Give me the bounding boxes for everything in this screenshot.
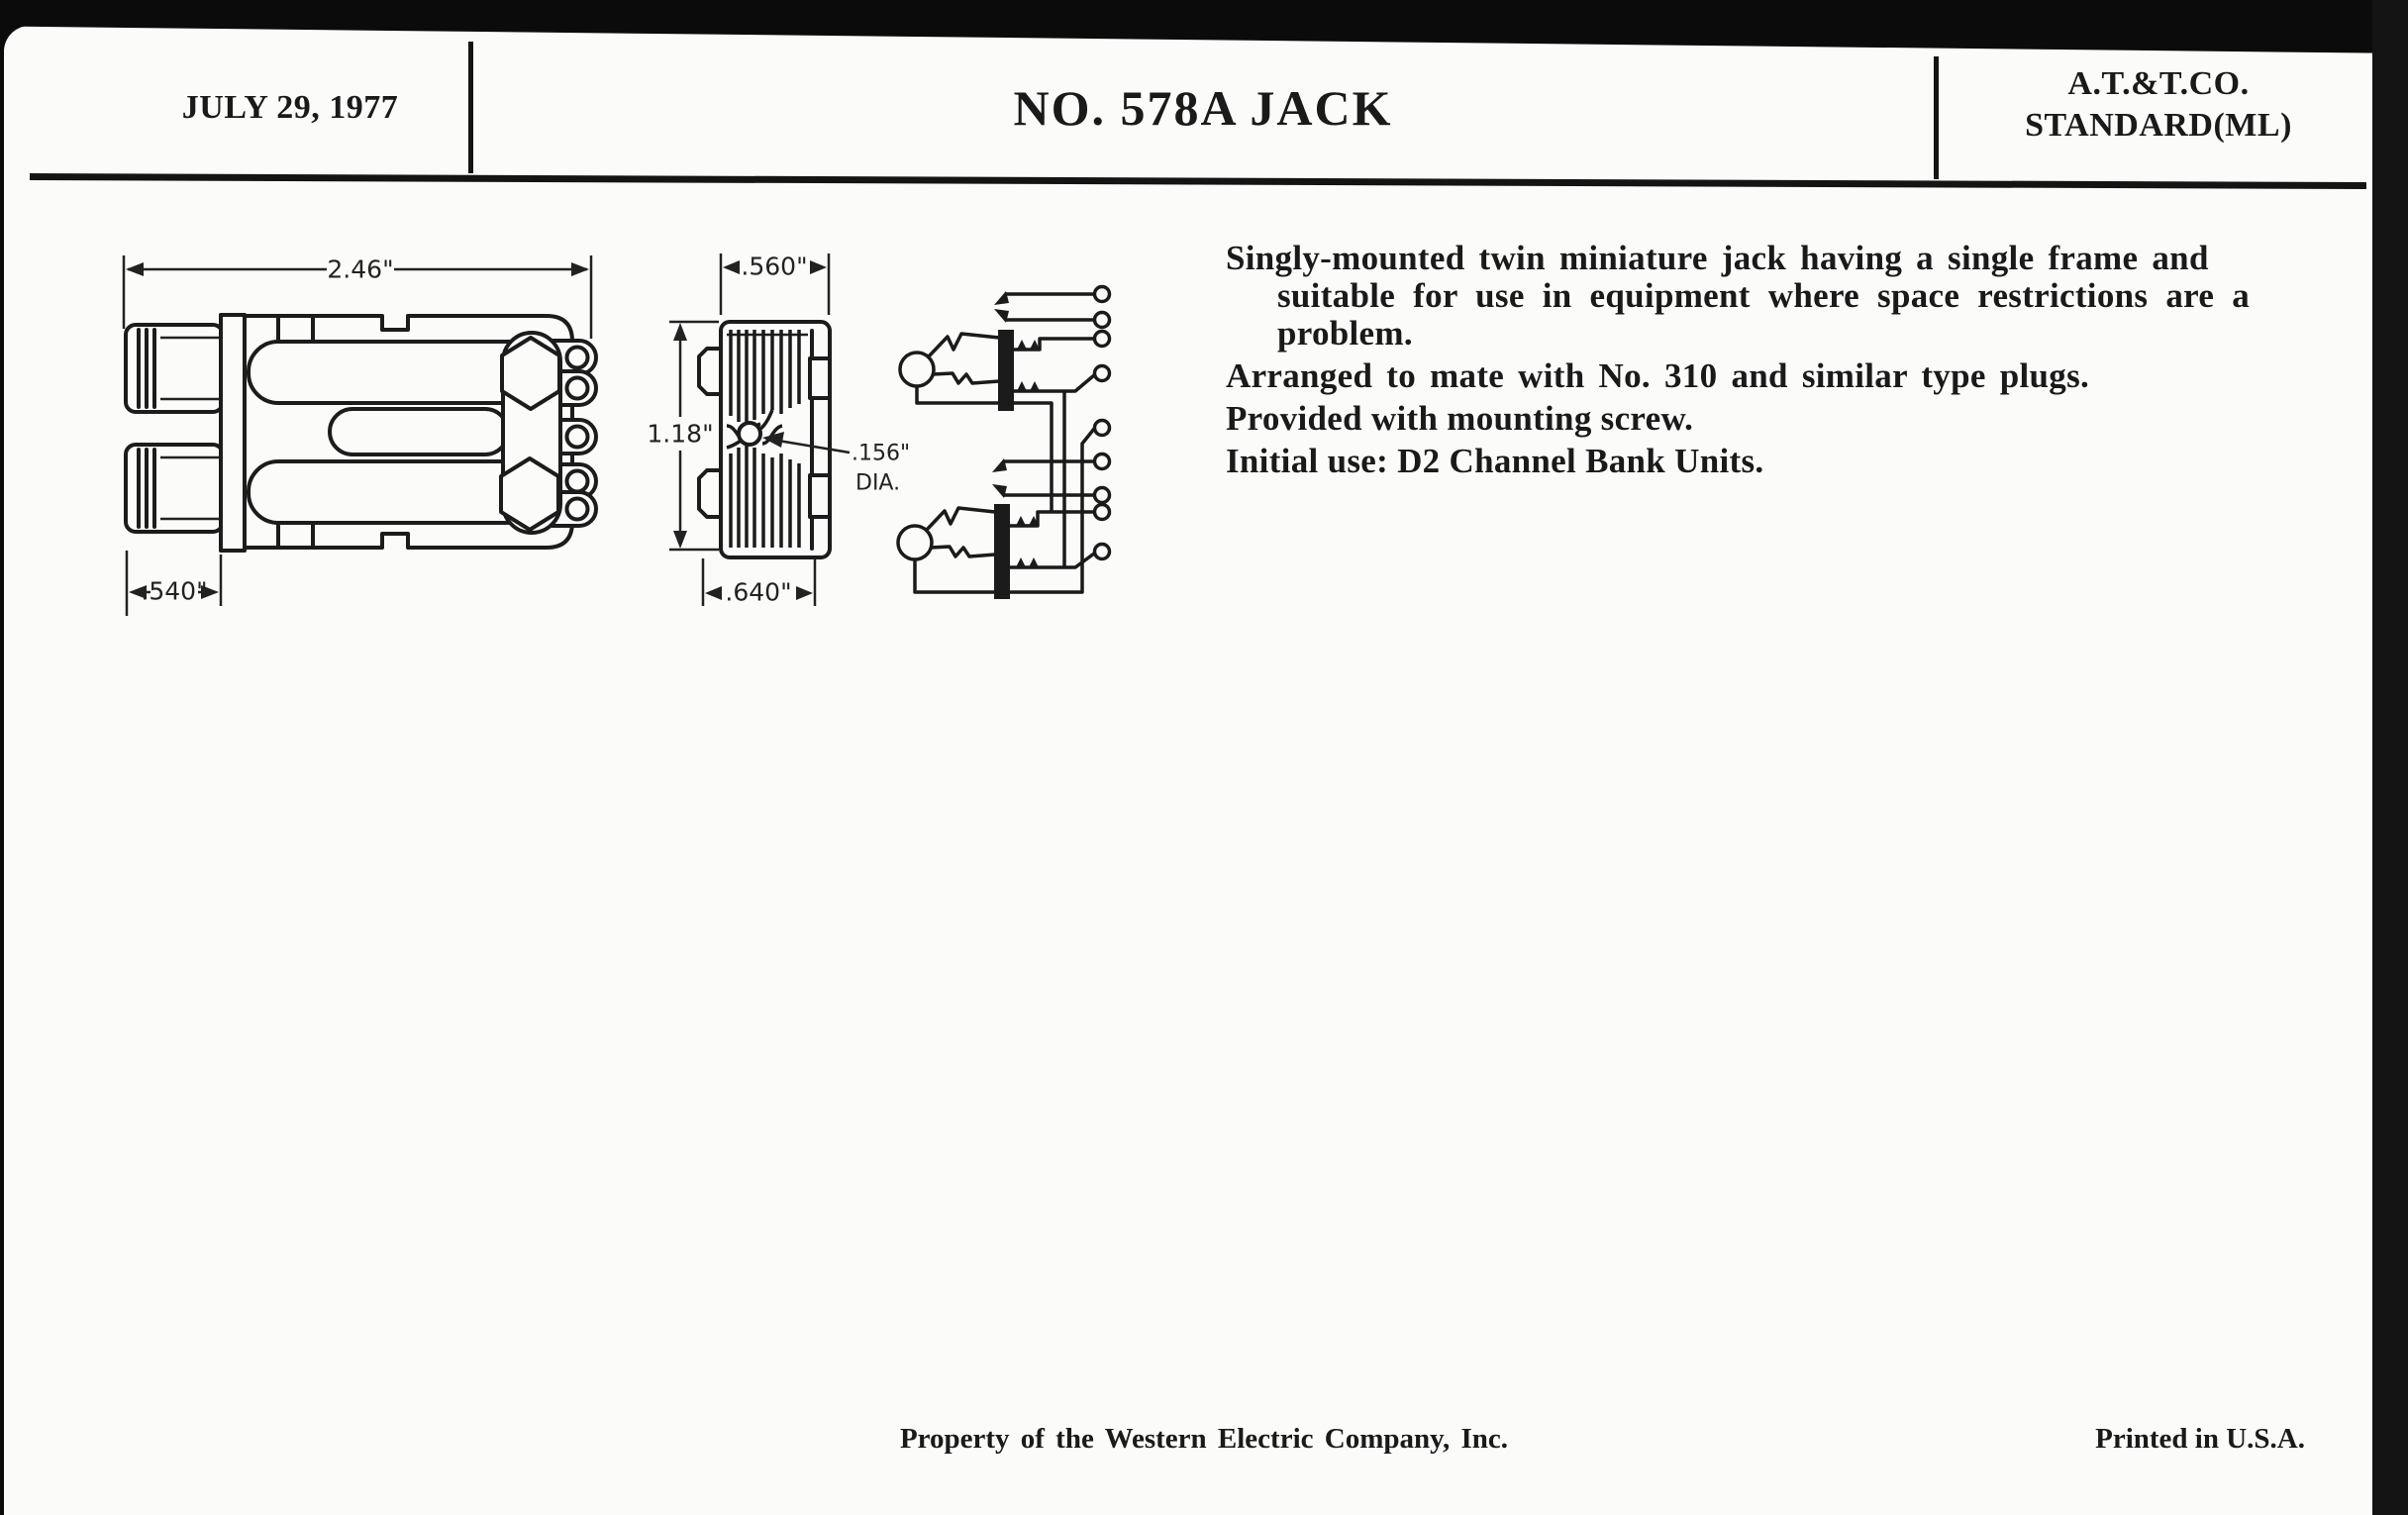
organization-block — [1960, 63, 2357, 147]
scan-artifact-right-bar — [2372, 0, 2408, 1515]
property-notice: Property of the Western Electric Company, Inc. — [899, 1423, 1509, 1455]
dim-hole-label: DIA. — [855, 470, 901, 496]
insulator-bar — [998, 330, 1014, 411]
circuit-schematic — [898, 287, 1110, 600]
dim-height: 1.18" — [647, 419, 714, 449]
dim-hole-size: .156" — [852, 441, 911, 466]
description-line: Singly-mounted twin miniature jack having a single frame and — [1226, 239, 2209, 277]
description-block — [1226, 240, 2335, 480]
technical-drawing — [89, 238, 1188, 634]
description-line: Arranged to mate with No. 310 and similar type plugs. — [1226, 356, 2090, 395]
dim-depth-bottom: .640" — [725, 577, 792, 607]
terminal-contacts — [1095, 287, 1110, 559]
header-divider-right — [1934, 56, 1939, 179]
jack-hole — [739, 423, 760, 445]
page-title: NO. 578A JACK — [1013, 80, 1393, 136]
description-line: problem. — [1277, 314, 1413, 353]
section-view-drawing — [647, 252, 910, 607]
issue-date: JULY 29, 1977 — [181, 89, 399, 126]
dim-bushing: .540" — [141, 576, 208, 606]
dim-width: 2.46" — [327, 254, 394, 284]
organization-name: A.T.&T.CO. — [2067, 65, 2250, 102]
dim-depth-top: .560" — [741, 252, 808, 281]
insulator-bar — [994, 504, 1010, 599]
printed-notice: Printed in U.S.A. — [2095, 1423, 2305, 1455]
description-line: Provided with mounting screw. — [1226, 399, 1694, 438]
description-line: suitable for use in equipment where space restrictions are a — [1277, 276, 2251, 315]
standard-designation: STANDARD(ML) — [2025, 107, 2292, 144]
description-line: Initial use: D2 Channel Bank Units. — [1226, 442, 1764, 480]
front-view-drawing — [124, 255, 596, 617]
